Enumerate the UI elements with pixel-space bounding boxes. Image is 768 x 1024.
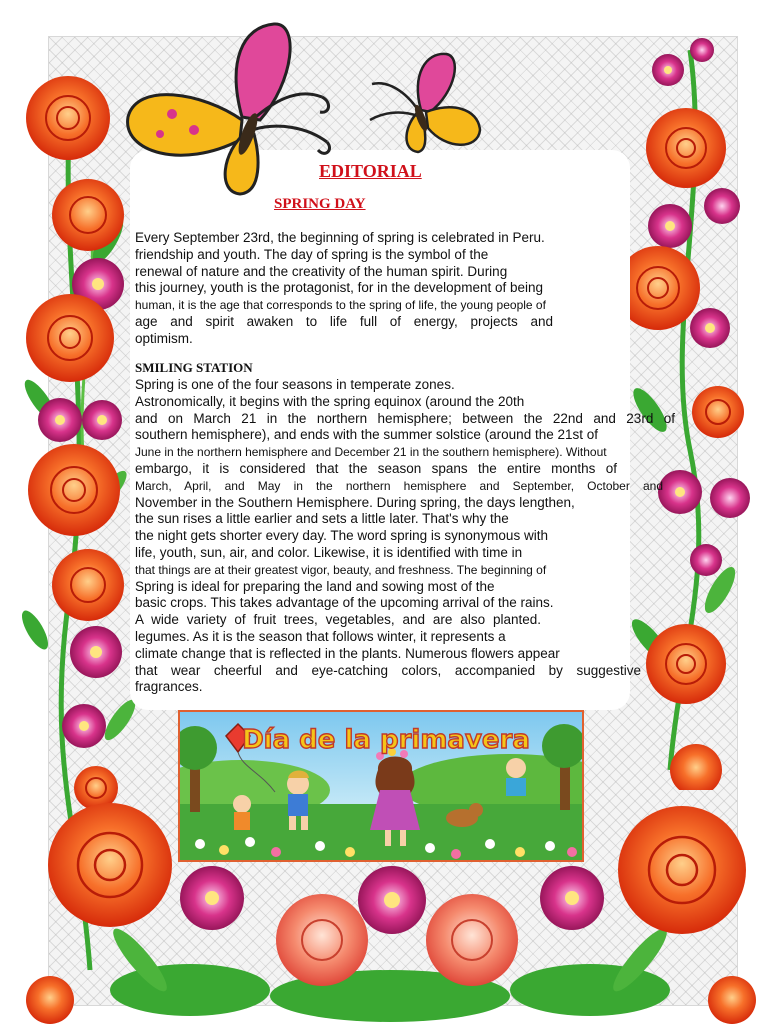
small-butterfly-icon	[366, 50, 486, 160]
text-line: the night gets shorter every day. The word spring is synonymous with	[135, 528, 548, 544]
text-line: this journey, youth is the protagonist, for in the development of being	[135, 280, 543, 296]
text-line: life, youth, sun, air, and color. Likewise, it is identified with time in	[135, 544, 523, 560]
carnation-icon	[276, 894, 368, 986]
pink-flower-icon	[38, 398, 82, 442]
text-line: Every September 23rd, the beginning of spring is celebrated in Peru.	[135, 230, 545, 245]
banner-title: Día de la primavera	[242, 725, 530, 755]
pink-flower-icon	[652, 54, 684, 86]
text-line: optimism.	[135, 330, 193, 346]
text-line: legumes. As it is the season that follows winter, it represents a	[135, 628, 506, 644]
rose-icon	[618, 806, 746, 934]
text-line: climate change that is reflected in the plants. Numerous flowers appear	[135, 645, 560, 661]
child-illustration	[233, 795, 251, 830]
text-line: basic crops. This takes advantage of the upcoming arrival of the rains.	[135, 595, 554, 611]
pink-flower-icon	[180, 866, 244, 930]
text-line: age and spirit awaken to life full of energy, projects and	[135, 313, 553, 329]
rose-icon	[646, 108, 726, 188]
text-line: southern hemisphere), and ends with the summer solstice (around the 21st of	[135, 427, 598, 443]
editorial-title: EDITORIAL	[319, 161, 422, 181]
pink-flower-icon	[540, 866, 604, 930]
large-butterfly-icon	[122, 22, 342, 202]
rose-icon	[52, 549, 124, 621]
pink-flower-icon	[62, 704, 106, 748]
smiling-station-paragraph	[135, 377, 675, 696]
text-line: that wear cheerful and eye-catching colors, accompanied by suggestive	[135, 662, 641, 678]
pink-flower-icon	[70, 626, 122, 678]
text-line: embargo, it is considered that the season spans the entire months of	[135, 460, 617, 476]
pink-flower-icon	[82, 400, 122, 440]
pink-flower-icon	[710, 478, 750, 518]
intro-paragraph	[135, 230, 675, 348]
text-line: renewal of nature and the creativity of the human spirit. During	[135, 263, 508, 279]
rose-icon	[692, 386, 744, 438]
text-line: Spring is ideal for preparing the land and sowing most of the	[135, 578, 495, 594]
pink-flower-icon	[690, 308, 730, 348]
smiling-station-heading: SMILING STATION	[135, 360, 253, 375]
text-line: and on March 21 in the northern hemisphere; between the 22nd and 23rd of	[135, 410, 675, 426]
rose-icon	[26, 76, 110, 160]
rose-icon	[26, 294, 114, 382]
carnation-icon	[426, 894, 518, 986]
rose-icon	[28, 444, 120, 536]
spring-day-subtitle	[274, 196, 466, 213]
text-line: Spring is one of the four seasons in temperate zones.	[135, 377, 455, 392]
text-line: human, it is the age that corresponds to the spring of life, the young people of	[135, 298, 546, 313]
spring-day-banner	[178, 710, 584, 862]
text-line: March, April, and May in the northern hemisphere and September, October and	[135, 478, 663, 493]
text-line: Astronomically, it begins with the spring equinox (around the 20th	[135, 393, 525, 409]
text-line: A wide variety of fruit trees, vegetables, and are also planted.	[135, 612, 541, 628]
pink-flower-icon	[690, 544, 722, 576]
text-line: June in the northern hemisphere and December 21 in the southern hemisphere). Without	[135, 445, 607, 460]
subtitle-text: SPRING DAY	[274, 196, 366, 212]
text-line: the sun rises a little earlier and sets a little later. That's why the	[135, 511, 509, 527]
pink-flower-icon	[690, 38, 714, 62]
text-line: that things are at their greatest vigor, beauty, and freshness. The beginning of	[135, 562, 547, 577]
pink-flower-icon	[704, 188, 740, 224]
rose-icon	[52, 179, 124, 251]
pink-flower-icon	[358, 866, 426, 934]
text-line: friendship and youth. The day of spring is the symbol of the	[135, 246, 489, 262]
rose-icon	[26, 976, 74, 1024]
rose-icon	[48, 803, 172, 927]
rose-icon	[670, 744, 722, 790]
text-line: November in the Southern Hemisphere. During spring, the days lengthen,	[135, 494, 575, 510]
rose-icon	[708, 976, 756, 1024]
text-line: fragrances.	[135, 679, 203, 695]
